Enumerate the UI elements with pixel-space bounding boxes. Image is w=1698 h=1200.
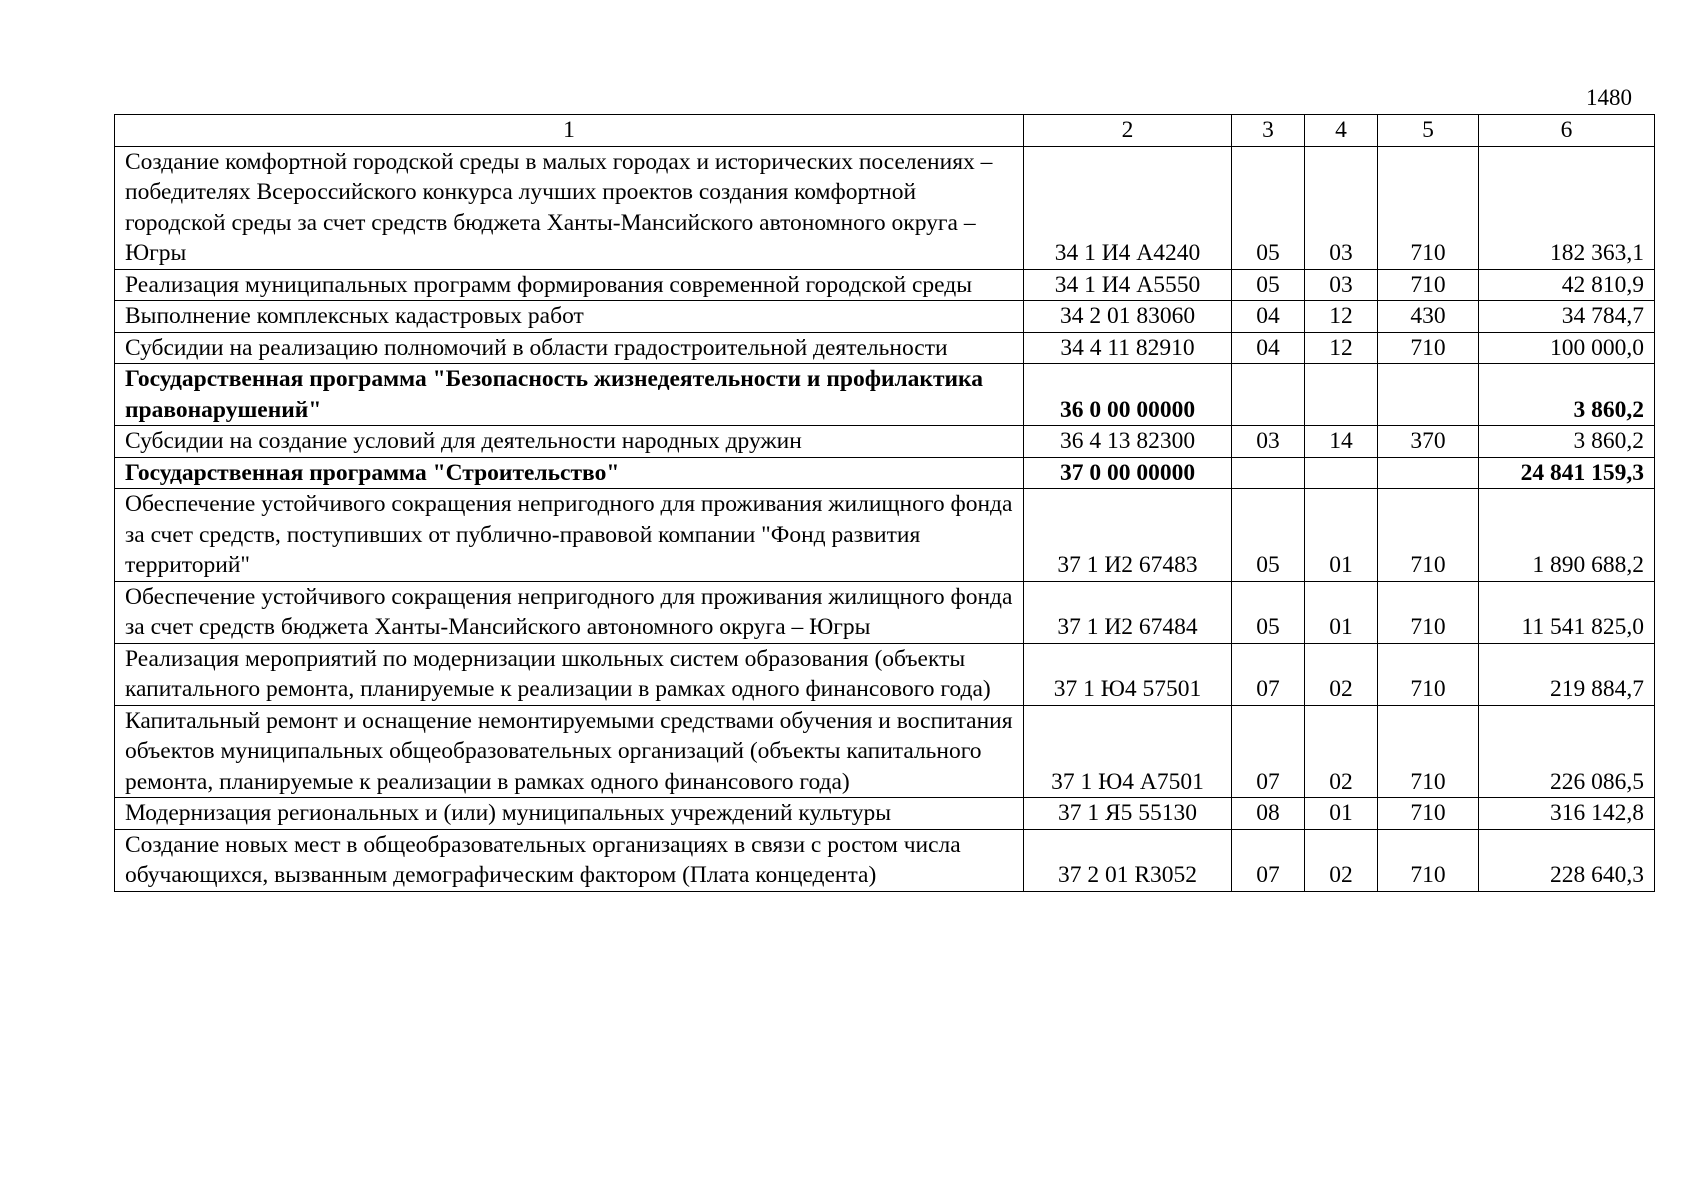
row-sum-cell: 316 142,8 [1479, 798, 1655, 830]
row-name-cell: Создание комфортной городской среды в малых городах и исторических поселениях – победителях Всероссийского конкурса лучших проектов создания комфортной городской среды за счет средств бюджета Ханты-Мансийского автономного округа – Югры [115, 146, 1024, 269]
row-subsection-cell: 12 [1305, 301, 1378, 333]
row-subsection-cell: 02 [1305, 829, 1378, 891]
row-name-cell: Реализация мероприятий по модернизации школьных систем образования (объекты капитального ремонта, планируемые к реализации в рамках одного финансового года) [115, 643, 1024, 705]
row-subsection-cell: 02 [1305, 643, 1378, 705]
row-sum-cell: 34 784,7 [1479, 301, 1655, 333]
row-expense-type-cell [1378, 457, 1479, 489]
row-name-cell: Обеспечение устойчивого сокращения непригодного для проживания жилищного фонда за счет средств, поступивших от публично-правовой компании "Фонд развития территорий" [115, 489, 1024, 582]
table-row [115, 643, 1655, 705]
row-code-cell: 36 4 13 82300 [1024, 426, 1232, 458]
row-section-cell: 05 [1232, 269, 1305, 301]
row-sum-cell: 42 810,9 [1479, 269, 1655, 301]
row-subsection-cell: 01 [1305, 489, 1378, 582]
row-sum-cell: 182 363,1 [1479, 146, 1655, 269]
row-section-cell [1232, 457, 1305, 489]
row-name-cell: Модернизация региональных и (или) муниципальных учреждений культуры [115, 798, 1024, 830]
row-sum-cell: 24 841 159,3 [1479, 457, 1655, 489]
table-row [115, 301, 1655, 333]
row-name-cell: Обеспечение устойчивого сокращения непригодного для проживания жилищного фонда за счет средств бюджета Ханты-Мансийского автономного округа – Югры [115, 581, 1024, 643]
row-name-cell: Субсидии на реализацию полномочий в области градостроительной деятельности [115, 332, 1024, 364]
row-name-cell: Капитальный ремонт и оснащение немонтируемыми средствами обучения и воспитания объектов муниципальных общеобразовательных организаций (объекты капитального ремонта, планируемые к реализации в рамках одного финансового года) [115, 705, 1024, 798]
row-section-cell: 07 [1232, 829, 1305, 891]
table-row [115, 798, 1655, 830]
row-name-cell: Субсидии на создание условий для деятельности народных дружин [115, 426, 1024, 458]
table-row [115, 581, 1655, 643]
row-code-cell: 37 1 Ю4 57501 [1024, 643, 1232, 705]
row-expense-type-cell: 370 [1378, 426, 1479, 458]
header-cell-code: 2 [1024, 115, 1232, 147]
row-expense-type-cell: 710 [1378, 643, 1479, 705]
row-sum-cell: 11 541 825,0 [1479, 581, 1655, 643]
row-expense-type-cell [1378, 364, 1479, 426]
row-code-cell: 34 2 01 83060 [1024, 301, 1232, 333]
table-row [115, 269, 1655, 301]
row-expense-type-cell: 710 [1378, 489, 1479, 582]
table-row [115, 426, 1655, 458]
table-row [115, 829, 1655, 891]
row-subsection-cell: 14 [1305, 426, 1378, 458]
row-code-cell: 37 1 И2 67483 [1024, 489, 1232, 582]
row-subsection-cell [1305, 457, 1378, 489]
row-section-cell: 05 [1232, 581, 1305, 643]
header-cell-sum: 6 [1479, 115, 1655, 147]
row-section-cell: 05 [1232, 489, 1305, 582]
row-code-cell: 37 1 Я5 55130 [1024, 798, 1232, 830]
row-expense-type-cell: 710 [1378, 269, 1479, 301]
row-code-cell: 37 1 Ю4 А7501 [1024, 705, 1232, 798]
row-section-cell [1232, 364, 1305, 426]
row-code-cell: 37 0 00 00000 [1024, 457, 1232, 489]
row-name-cell: Создание новых мест в общеобразовательных организациях в связи с ростом числа обучающихся, вызванным демографическим фактором (Плата концедента) [115, 829, 1024, 891]
row-expense-type-cell: 710 [1378, 798, 1479, 830]
row-sum-cell: 100 000,0 [1479, 332, 1655, 364]
row-sum-cell: 1 890 688,2 [1479, 489, 1655, 582]
header-cell-section: 3 [1232, 115, 1305, 147]
row-section-cell: 07 [1232, 643, 1305, 705]
row-code-cell: 34 1 И4 А5550 [1024, 269, 1232, 301]
budget-table [114, 114, 1655, 892]
row-subsection-cell: 01 [1305, 581, 1378, 643]
row-name-cell: Государственная программа "Строительство" [115, 457, 1024, 489]
row-name-cell: Выполнение комплексных кадастровых работ [115, 301, 1024, 333]
row-section-cell: 07 [1232, 705, 1305, 798]
page-number: 1480 [1586, 85, 1632, 110]
row-expense-type-cell: 710 [1378, 581, 1479, 643]
row-name-cell: Государственная программа "Безопасность жизнедеятельности и профилактика правонарушений" [115, 364, 1024, 426]
row-code-cell: 37 1 И2 67484 [1024, 581, 1232, 643]
row-section-cell: 04 [1232, 332, 1305, 364]
header-cell-name: 1 [115, 115, 1024, 147]
table-row [115, 457, 1655, 489]
row-sum-cell: 3 860,2 [1479, 426, 1655, 458]
row-expense-type-cell: 710 [1378, 705, 1479, 798]
row-expense-type-cell: 430 [1378, 301, 1479, 333]
row-section-cell: 04 [1232, 301, 1305, 333]
row-section-cell: 08 [1232, 798, 1305, 830]
header-row [115, 115, 1655, 147]
row-sum-cell: 226 086,5 [1479, 705, 1655, 798]
row-code-cell: 37 2 01 R3052 [1024, 829, 1232, 891]
row-section-cell: 05 [1232, 146, 1305, 269]
row-code-cell: 34 1 И4 А4240 [1024, 146, 1232, 269]
row-subsection-cell: 03 [1305, 269, 1378, 301]
row-subsection-cell: 12 [1305, 332, 1378, 364]
row-expense-type-cell: 710 [1378, 332, 1479, 364]
table-row [115, 332, 1655, 364]
row-subsection-cell: 01 [1305, 798, 1378, 830]
table-body [115, 146, 1655, 891]
row-subsection-cell [1305, 364, 1378, 426]
row-name-cell: Реализация муниципальных программ формирования современной городской среды [115, 269, 1024, 301]
row-section-cell: 03 [1232, 426, 1305, 458]
row-expense-type-cell: 710 [1378, 146, 1479, 269]
header-cell-subsection: 4 [1305, 115, 1378, 147]
row-code-cell: 34 4 11 82910 [1024, 332, 1232, 364]
table-row [115, 705, 1655, 798]
header-cell-expense-type: 5 [1378, 115, 1479, 147]
row-sum-cell: 228 640,3 [1479, 829, 1655, 891]
row-expense-type-cell: 710 [1378, 829, 1479, 891]
table-row [115, 364, 1655, 426]
row-sum-cell: 3 860,2 [1479, 364, 1655, 426]
table-row [115, 489, 1655, 582]
row-subsection-cell: 03 [1305, 146, 1378, 269]
row-subsection-cell: 02 [1305, 705, 1378, 798]
row-sum-cell: 219 884,7 [1479, 643, 1655, 705]
row-code-cell: 36 0 00 00000 [1024, 364, 1232, 426]
table-row [115, 146, 1655, 269]
